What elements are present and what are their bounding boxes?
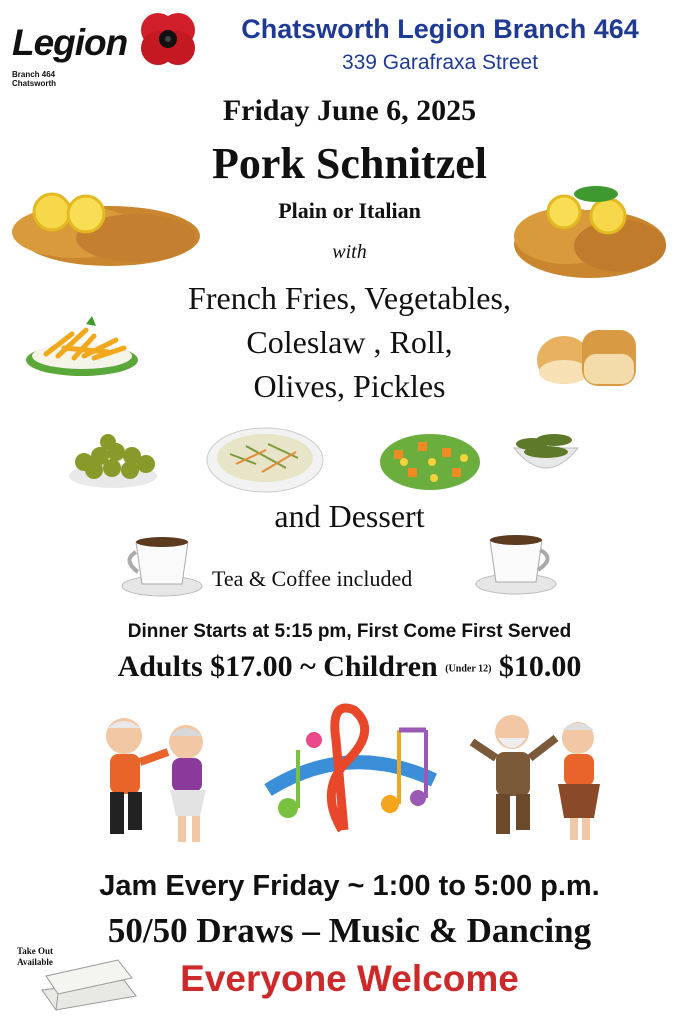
fries-icon <box>24 312 140 378</box>
dinner-start-time: Dinner Starts at 5:15 pm, <box>127 621 352 642</box>
everyone-welcome: Everyone Welcome <box>180 958 519 999</box>
olives-icon <box>66 432 160 490</box>
jam-session-line: Jam Every Friday ~ 1:00 to 5:00 p.m. <box>99 870 600 902</box>
dancing-couple-icon <box>82 712 232 852</box>
coffee-cup-icon <box>472 530 558 596</box>
children-age-note: (Under 12) <box>445 663 492 675</box>
branch-name: Chatsworth Legion Branch 464 <box>241 14 639 44</box>
branch-address: 339 Garafraxa Street <box>341 51 539 74</box>
logo-branch-number: Branch 464 <box>12 70 56 79</box>
dinner-policy: First Come First Served <box>356 621 572 642</box>
draws-music-line: 50/50 Draws – Music & Dancing <box>107 911 592 950</box>
logo-branch-town: Chatsworth <box>12 79 56 88</box>
dancing-couple-icon <box>462 708 622 848</box>
side-dishes-line-2: Coleslaw , Roll, <box>246 324 453 360</box>
schnitzel-icon <box>510 184 668 282</box>
takeout-label-line-2: Available <box>17 957 53 967</box>
dinner-start-line <box>0 621 699 643</box>
takeout-label-line-1: Take Out <box>17 946 53 956</box>
music-notes-icon <box>258 700 442 840</box>
adults-price: Adults $17.00 ~ Children <box>117 650 438 683</box>
mixed-vegetables-icon <box>378 428 482 492</box>
side-dishes-line-1: French Fries, Vegetables, <box>188 280 511 316</box>
legion-logo-subtitle <box>12 70 56 88</box>
poppy-icon <box>136 8 200 68</box>
tea-coffee-label: Tea & Coffee included <box>212 566 413 591</box>
coleslaw-icon <box>206 424 324 494</box>
pickles-icon <box>512 426 580 482</box>
price-line <box>0 650 699 684</box>
with-label: with <box>332 241 367 263</box>
legion-logo-text: Legion <box>12 22 128 63</box>
event-title: Pork Schnitzel <box>212 139 487 188</box>
dessert-label: and Dessert <box>274 498 425 534</box>
meal-variant: Plain or Italian <box>278 198 421 223</box>
bread-roll-icon <box>536 326 640 390</box>
children-price: $10.00 <box>498 650 582 683</box>
event-date: Friday June 6, 2025 <box>222 94 477 127</box>
coffee-cup-icon <box>120 532 206 598</box>
side-dishes-line-3: Olives, Pickles <box>253 368 446 404</box>
